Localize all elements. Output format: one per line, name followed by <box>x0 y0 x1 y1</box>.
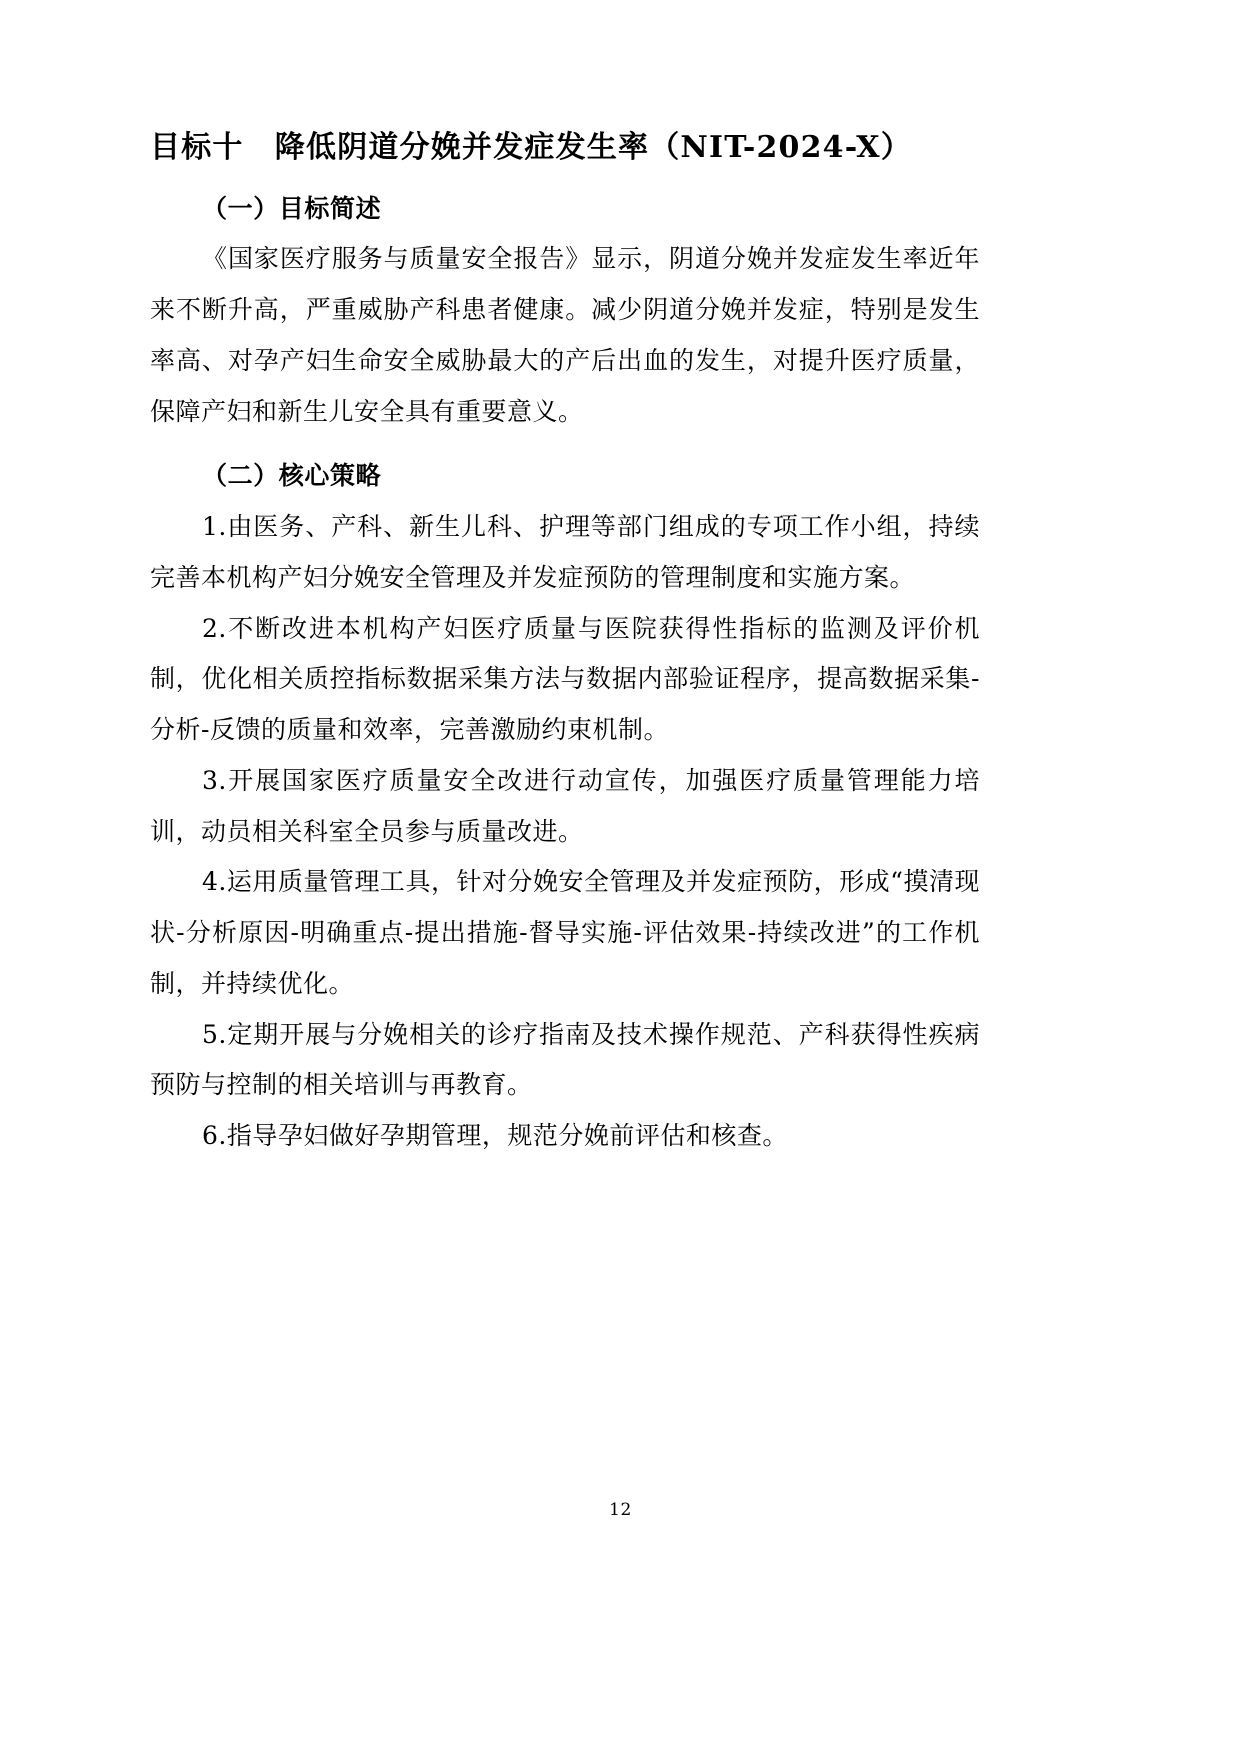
page-content <box>150 126 980 1162</box>
strategy-item-3: 3.开展国家医疗质量安全改进行动宣传，加强医疗质量管理能力培训，动员相关科室全员参与质量改进。 <box>150 765 980 846</box>
page-title: 目标十 降低阴道分娩并发症发生率（NIT-2024-X） <box>150 130 912 165</box>
page-number: 12 <box>609 1500 632 1520</box>
section-body-core-strategy <box>150 502 980 1162</box>
paragraph: 《国家医疗服务与质量安全报告》显示，阴道分娩并发症发生率近年来不断升高，严重威胁产科患者健康。减少阴道分娩并发症，特别是发生率高、对孕产妇生命安全威胁最大的产后出血的发生，对提升医疗质量，保障产妇和新生儿安全具有重要意义。 <box>150 244 980 426</box>
section-heading-core-strategy: （二）核心策略 <box>202 461 382 491</box>
strategy-item-1: 1.由医务、产科、新生儿科、护理等部门组成的专项工作小组，持续完善本机构产妇分娩安全管理及并发症预防的管理制度和实施方案。 <box>150 512 980 592</box>
strategy-item-4: 4.运用质量管理工具，针对分娩安全管理及并发症预防，形成“摸清现状-分析原因-明确重点-提出措施-督导实施-评估效果-持续改进”的工作机制，并持续优化。 <box>150 867 980 998</box>
strategy-item-5: 5.定期开展与分娩相关的诊疗指南及技术操作规范、产科获得性疾病预防与控制的相关培训与再教育。 <box>150 1019 980 1100</box>
strategy-item-2: 2.不断改进本机构产妇医疗质量与医院获得性指标的监测及评价机制，优化相关质控指标数据采集方法与数据内部验证程序，提高数据采集-分析-反馈的质量和效率，完善激励约束机制。 <box>150 613 980 744</box>
strategy-item-6: 6.指导孕妇做好孕期管理，规范分娩前评估和核查。 <box>202 1121 788 1150</box>
section-heading-objective-overview: （一）目标简述 <box>202 193 382 223</box>
section-body-objective-overview <box>150 234 980 437</box>
